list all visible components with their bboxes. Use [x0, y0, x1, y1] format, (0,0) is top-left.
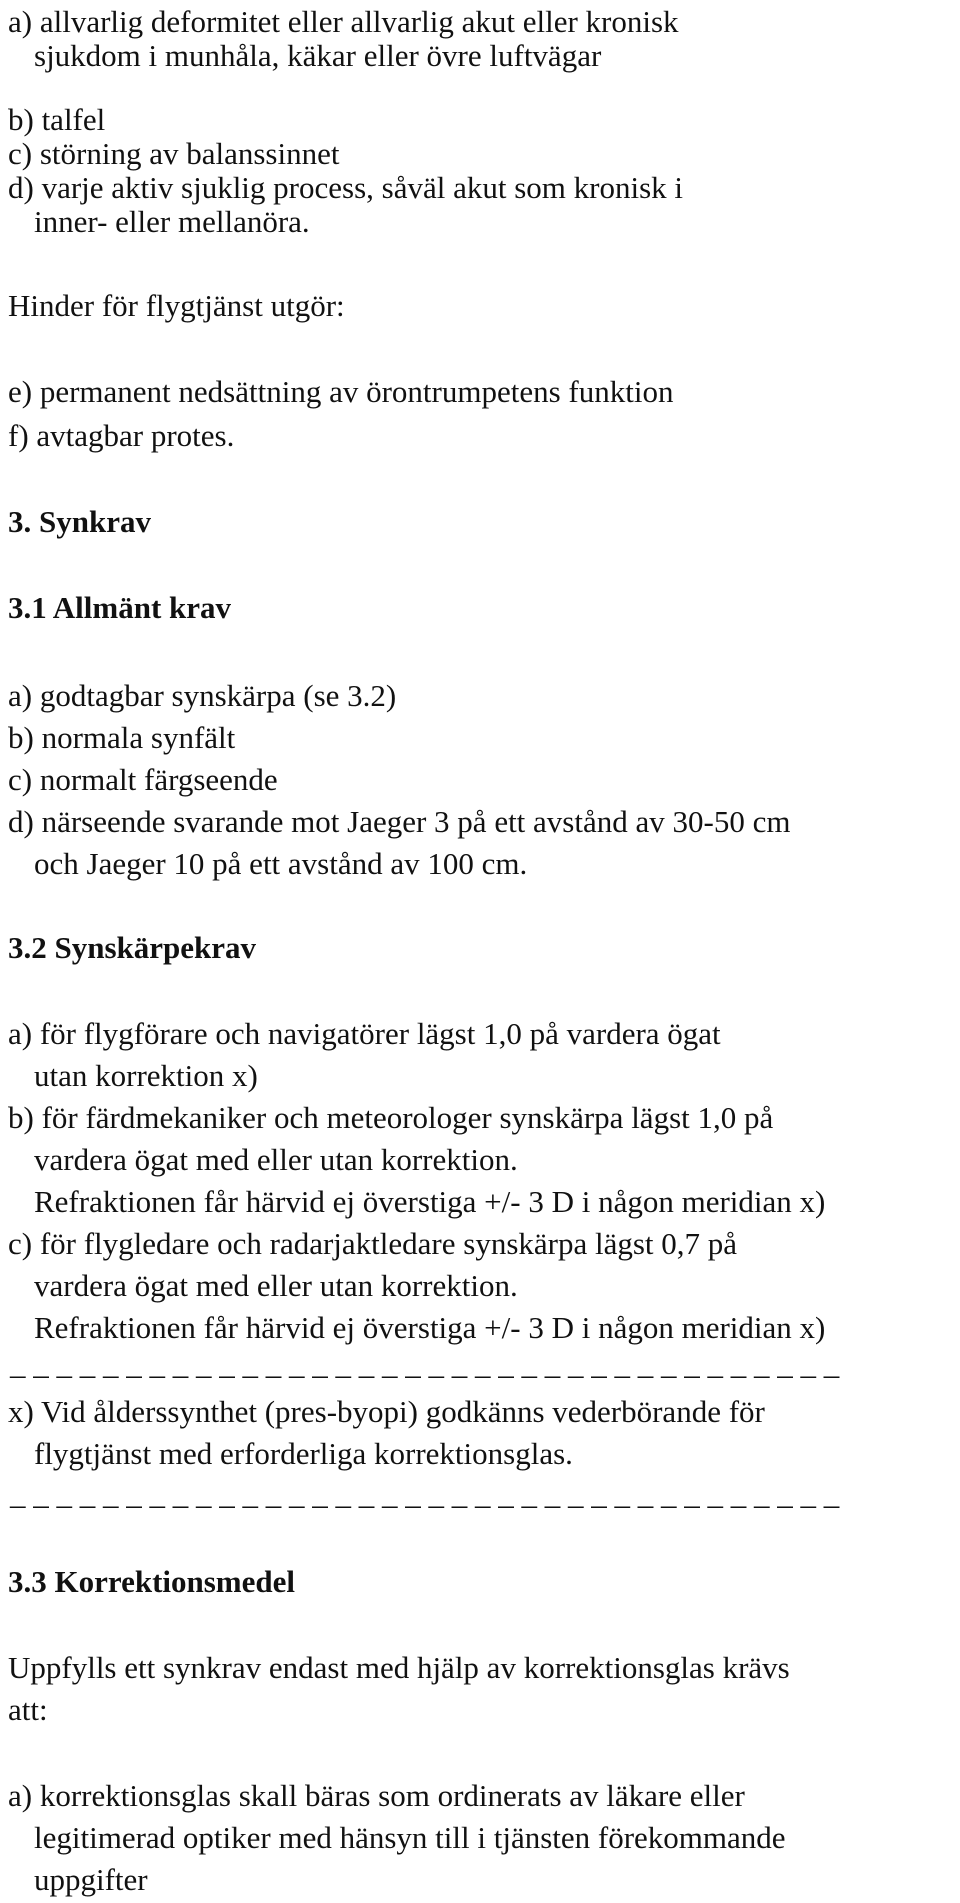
- list-item-d-continued: inner- eller mellanöra.: [34, 204, 310, 239]
- list-item-3-1-c: c) normalt färgseende: [8, 762, 278, 797]
- list-item-a: a) allvarlig deformitet eller allvarlig akut eller kronisk: [8, 4, 679, 39]
- list-item-d: d) varje aktiv sjuklig process, såväl akut som kronisk i: [8, 170, 683, 205]
- list-item-3-3-a-end: uppgifter: [34, 1862, 148, 1897]
- list-item-f: f) avtagbar protes.: [8, 418, 235, 453]
- list-item-c: c) störning av balanssinnet: [8, 136, 340, 171]
- list-item-3-2-a: a) för flygförare och navigatörer lägst 1,0 på vardera ögat: [8, 1016, 721, 1051]
- dashed-separator-top: _ _ _ _ _ _ _ _ _ _ _ _ _ _ _ _ _ _ _ _ _ _ _ _ _ _ _ _ _ _ _ _ _ _ _ _: [10, 1346, 840, 1381]
- section-heading-3-3: 3.3 Korrektionsmedel: [8, 1564, 296, 1599]
- paragraph-uppfylls-continued: att:: [8, 1692, 48, 1727]
- paragraph-hinder: Hinder för flygtjänst utgör:: [8, 288, 345, 323]
- list-item-3-2-c-refraction: Refraktionen får härvid ej överstiga +/- 3 D i någon meridian x): [34, 1310, 826, 1345]
- list-item-3-2-b: b) för färdmekaniker och meteorologer synskärpa lägst 1,0 på: [8, 1100, 774, 1135]
- section-heading-3: 3. Synkrav: [8, 504, 151, 539]
- list-item-e: e) permanent nedsättning av örontrumpetens funktion: [8, 374, 674, 409]
- list-item-3-3-a: a) korrektionsglas skall bäras som ordinerats av läkare eller: [8, 1778, 745, 1813]
- list-item-3-2-a-continued: utan korrektion x): [34, 1058, 258, 1093]
- list-item-3-2-c: c) för flygledare och radarjaktledare synskärpa lägst 0,7 på: [8, 1226, 738, 1261]
- list-item-b: b) talfel: [8, 102, 106, 137]
- list-item-a-continued: sjukdom i munhåla, käkar eller övre luftvägar: [34, 38, 602, 73]
- dashed-separator-bottom: _ _ _ _ _ _ _ _ _ _ _ _ _ _ _ _ _ _ _ _ _ _ _ _ _ _ _ _ _ _ _ _ _ _ _ _: [10, 1476, 840, 1511]
- list-item-3-2-c-continued: vardera ögat med eller utan korrektion.: [34, 1268, 518, 1303]
- list-item-3-1-b: b) normala synfält: [8, 720, 236, 755]
- list-item-3-1-d: d) närseende svarande mot Jaeger 3 på ett avstånd av 30-50 cm: [8, 804, 791, 839]
- list-item-3-1-d-continued: och Jaeger 10 på ett avstånd av 100 cm.: [34, 846, 528, 881]
- list-item-3-3-a-continued: legitimerad optiker med hänsyn till i tjänsten förekommande: [34, 1820, 786, 1855]
- section-heading-3-1: 3.1 Allmänt krav: [8, 590, 232, 625]
- list-item-3-1-a: a) godtagbar synskärpa (se 3.2): [8, 678, 397, 713]
- paragraph-uppfylls: Uppfylls ett synkrav endast med hjälp av korrektionsglas krävs: [8, 1650, 790, 1685]
- footnote-x: x) Vid ålderssynthet (pres-byopi) godkänns vederbörande för: [8, 1394, 765, 1429]
- footnote-x-continued: flygtjänst med erforderliga korrektionsglas.: [34, 1436, 573, 1471]
- list-item-3-2-b-refraction: Refraktionen får härvid ej överstiga +/- 3 D i någon meridian x): [34, 1184, 826, 1219]
- section-heading-3-2: 3.2 Synskärpekrav: [8, 930, 257, 965]
- list-item-3-2-b-continued: vardera ögat med eller utan korrektion.: [34, 1142, 518, 1177]
